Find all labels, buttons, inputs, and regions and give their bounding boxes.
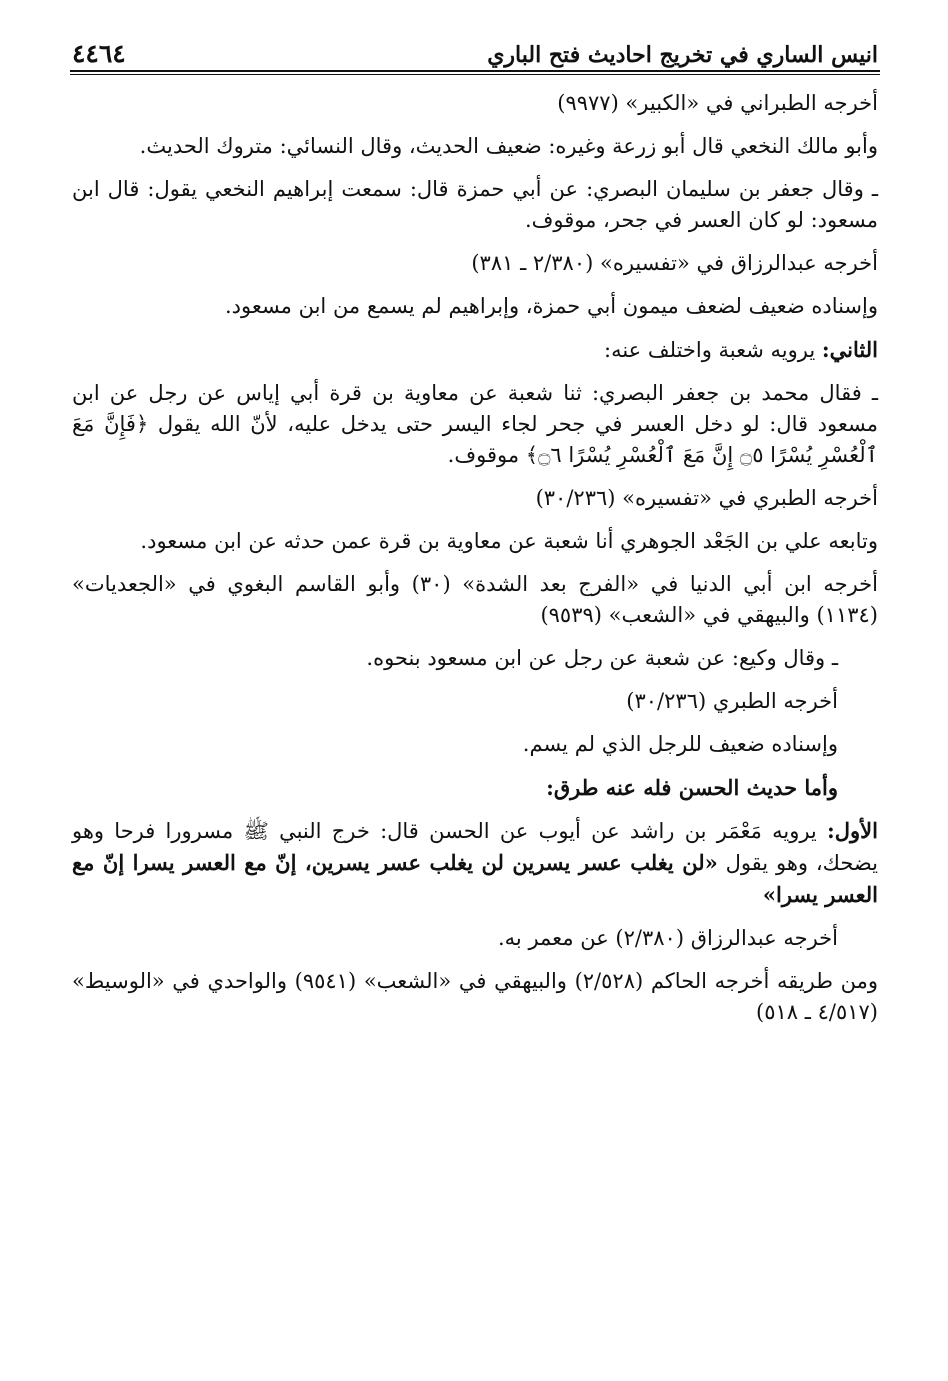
body-text [72, 88, 878, 1040]
paragraph: ـ وقال وكيع: عن شعبة عن رجل عن ابن مسعود بنحوه. [366, 646, 838, 670]
paragraph: ومن طريقه أخرجه الحاكم (٢/٥٢٨) والبيهقي في «الشعب» (٩٥٤١) والواحدي في «الوسيط» (٤/٥١٧ ـ ٥١٨) [72, 969, 878, 1024]
page-header [72, 28, 878, 68]
header-rule-thick [70, 70, 880, 72]
paragraph: أخرجه الطبري في «تفسيره» (٣٠/٢٣٦) [535, 486, 878, 510]
paragraph: الأول: يرويه مَعْمَر بن راشد عن أيوب عن الحسن قال: خرج النبي ﷺ مسرورا فرحا وهو يضحك، وهو يقول «لن يغلب عسر يسرين لن يغلب عسر يسرين، إنّ مع العسر يسرا إنّ مع العسر يسرا» [72, 818, 878, 907]
paragraph: وتابعه علي بن الجَعْد الجوهري أنا شعبة عن معاوية بن قرة عمن حدثه عن ابن مسعود. [140, 529, 878, 553]
paragraph: أخرجه ابن أبي الدنيا في «الفرج بعد الشدة» (٣٠) وأبو القاسم البغوي في «الجعديات» (١١٣٤) والبيهقي في «الشعب» (٩٥٣٩) [72, 572, 878, 627]
paragraph: أخرجه الطبراني في «الكبير» (٩٩٧٧) [557, 91, 878, 115]
hadith-quote: «لن يغلب عسر يسرين لن يغلب عسر يسرين، إنّ مع العسر يسرا إنّ مع العسر يسرا» [72, 850, 878, 907]
paragraph: وإسناده ضعيف للرجل الذي لم يسم. [522, 732, 838, 756]
paragraph: أخرجه الطبري (٣٠/٢٣٦) [626, 689, 838, 713]
paragraph: ـ فقال محمد بن جعفر البصري: ثنا شعبة عن معاوية بن قرة أبي إياس عن رجل عن ابن مسعود قال: لو دخل العسر في جحر لجاء اليسر حتى يدخل عليه، لأنّ الله يقول ﴿فَإِنَّ مَعَ ٱلْعُسْرِ يُسْرًا ۝٥ إِنَّ مَعَ ٱلْعُسْرِ يُسْرًا ۝٦﴾ موقوف. [72, 381, 878, 467]
page-number: ٤٤٦٤ [72, 39, 126, 68]
paragraph: أخرجه عبدالرزاق (٢/٣٨٠) عن معمر به. [498, 926, 838, 950]
paragraph: وأما حديث الحسن فله عنه طرق: [546, 775, 838, 800]
paragraph: وإسناده ضعيف لضعف ميمون أبي حمزة، وإبراهيم لم يسمع من ابن مسعود. [224, 294, 878, 318]
paragraph: ـ وقال جعفر بن سليمان البصري: عن أبي حمزة قال: سمعت إبراهيم النخعي يقول: قال ابن مسعود: لو كان العسر في جحر، موقوف. [72, 177, 878, 232]
paragraph-lead: الثاني: [821, 337, 878, 362]
paragraph: وأبو مالك النخعي قال أبو زرعة وغيره: ضعيف الحديث، وقال النسائي: متروك الحديث. [139, 134, 878, 158]
header-rule-thin [70, 74, 880, 75]
paragraph: الثاني: يرويه شعبة واختلف عنه: [604, 337, 878, 362]
paragraph-lead: الأول: [827, 818, 878, 843]
paragraph: أخرجه عبدالرزاق في «تفسيره» (٢/٣٨٠ ـ ٣٨١) [471, 251, 878, 275]
running-title: انيس الساري في تخريج احاديث فتح الباري [487, 42, 878, 68]
